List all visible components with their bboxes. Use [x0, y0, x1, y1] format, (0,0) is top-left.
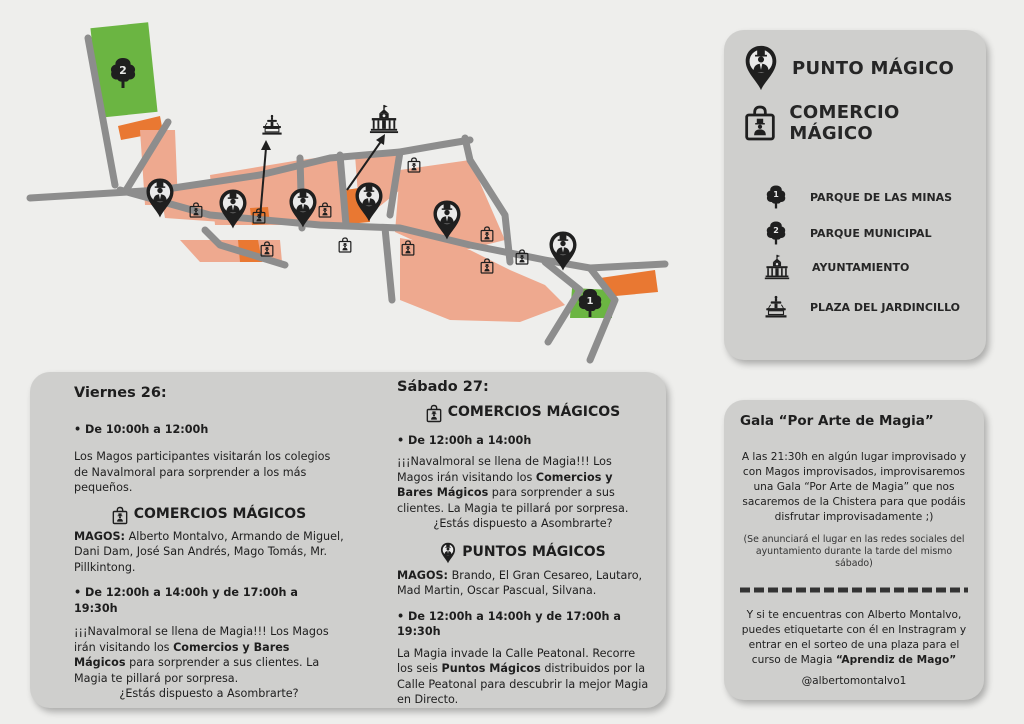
viernes-magos: MAGOS: Alberto Montalvo, Armando de Miguel, Dani Dam, José San Andrés, Mago Tomás, Mr. Pillkintong.: [74, 529, 344, 574]
sabado-desc-1: ¡¡¡Navalmoral se llena de Magia!!! Los Magos irán visitando los Comercios y Bares Mágicos para sorprender a sus clientes. La Magia te pillará por sorpresa.: [397, 455, 629, 515]
sabado-magos: MAGOS: Brando, El Gran Cesareo, Lautaro, Mad Martin, Oscar Pascual, Silvana.: [397, 568, 643, 597]
legend-comercio-magico: [744, 102, 986, 144]
punto-magico-pin-icon: [440, 542, 456, 564]
comercio-magico-bag-icon: [426, 404, 442, 423]
gala-description: A las 21:30h en algún lugar improvisado y con Magos improvisados, improvisaremos una Gala “Por Arte de Magia” que nos sacaremos de la Chistera para que podáis disfrutar improvisadamente ;): [741, 451, 967, 523]
town-hall-icon: [764, 254, 790, 280]
sabado-column: [397, 379, 649, 708]
legend-item-plaza-jardincillo: [764, 294, 960, 320]
viernes-comercios-heading: COMERCIOS MÁGICOS: [74, 506, 344, 525]
dashed-divider: [738, 586, 970, 594]
fountain-icon: [764, 294, 788, 320]
map-legend: [724, 30, 986, 360]
legend-item-ayuntamiento: [764, 254, 909, 280]
legend-item-label: PARQUE MUNICIPAL: [810, 226, 932, 240]
svg-text:2: 2: [773, 226, 779, 235]
legend-item-label: PARQUE DE LAS MINAS: [810, 190, 953, 204]
map-blocks: [90, 22, 658, 322]
instagram-handle[interactable]: @albertomontalvo1: [801, 675, 907, 687]
gala-note: (Se anunciará el lugar en las redes sociales del ayuntamiento durante la tarde del mismo sábado): [743, 534, 965, 569]
sabado-time-2: • De 12:00h a 14:00h y de 17:00h a 19:30h: [397, 609, 621, 638]
viernes-desc-1: Los Magos participantes visitarán los colegios de Navalmoral para sorprender a los más pequeños.: [74, 450, 331, 494]
fountain-icon: [262, 115, 281, 135]
viernes-time-2: • De 12:00h a 14:00h y de 17:00h a 19:30h: [74, 586, 298, 615]
legend-punto-label: PUNTO MÁGICO: [792, 57, 955, 79]
park-2-icon: [764, 220, 788, 246]
viernes-time-1: • De 10:00h a 12:00h: [74, 422, 209, 436]
legend-item-parque-minas: [764, 184, 952, 210]
legend-item-label: AYUNTAMIENTO: [812, 260, 910, 274]
sabado-desc-2: La Magia invade la Calle Peatonal. Recorre los seis Puntos Mágicos distribuidos por la Calle Peatonal para descubrir la mejor Magia en Directo.: [397, 646, 649, 706]
sabado-question: ¿Estás dispuesto a Asombrarte?: [433, 517, 613, 530]
schedule-card: [30, 372, 666, 708]
gala-title: Gala “Por Arte de Magia”: [740, 413, 934, 429]
comercio-magico-bag-icon: [744, 103, 775, 143]
sabado-title: Sábado 27:: [397, 379, 489, 395]
sabado-puntos-heading: PUNTOS MÁGICOS: [397, 542, 649, 564]
viernes-title: Viernes 26:: [74, 385, 167, 401]
sabado-time-1: • De 12:00h a 14:00h: [397, 433, 532, 447]
town-hall-icon: [370, 105, 398, 133]
viernes-question: ¿Estás dispuesto a Asombrarte?: [119, 687, 299, 700]
viernes-column: [74, 384, 344, 702]
gala-contest: Y si te encuentras con Alberto Montalvo, puedes etiquetarte con él en Instragram y entrar en el sorteo de una plaza para el curso de Magia “Aprendiz de Mago”: [741, 609, 967, 666]
punto-magico-pin-icon: [744, 44, 778, 92]
comercio-magico-bag-icon[interactable]: [339, 238, 351, 252]
legend-item-parque-municipal: [764, 220, 932, 246]
comercio-magico-bag-icon: [112, 506, 128, 525]
viernes-desc-2: ¡¡¡Navalmoral se llena de Magia!!! Los Magos irán visitando los Comercios y Bares Mágicos para sorprender a sus clientes. La Magia te pillará por sorpresa.: [74, 625, 329, 685]
legend-item-label: PLAZA DEL JARDINCILLO: [810, 300, 961, 314]
legend-punto-magico: [744, 44, 954, 92]
park-1-number: 1: [586, 296, 594, 307]
gala-card: [724, 400, 984, 700]
park-1-icon: [764, 184, 788, 210]
park-2-number: 2: [119, 64, 127, 77]
legend-comercio-label: COMERCIO MÁGICO: [789, 102, 900, 144]
town-map: [20, 20, 680, 365]
sabado-comercios-heading: COMERCIOS MÁGICOS: [397, 404, 649, 423]
svg-text:1: 1: [773, 190, 779, 199]
